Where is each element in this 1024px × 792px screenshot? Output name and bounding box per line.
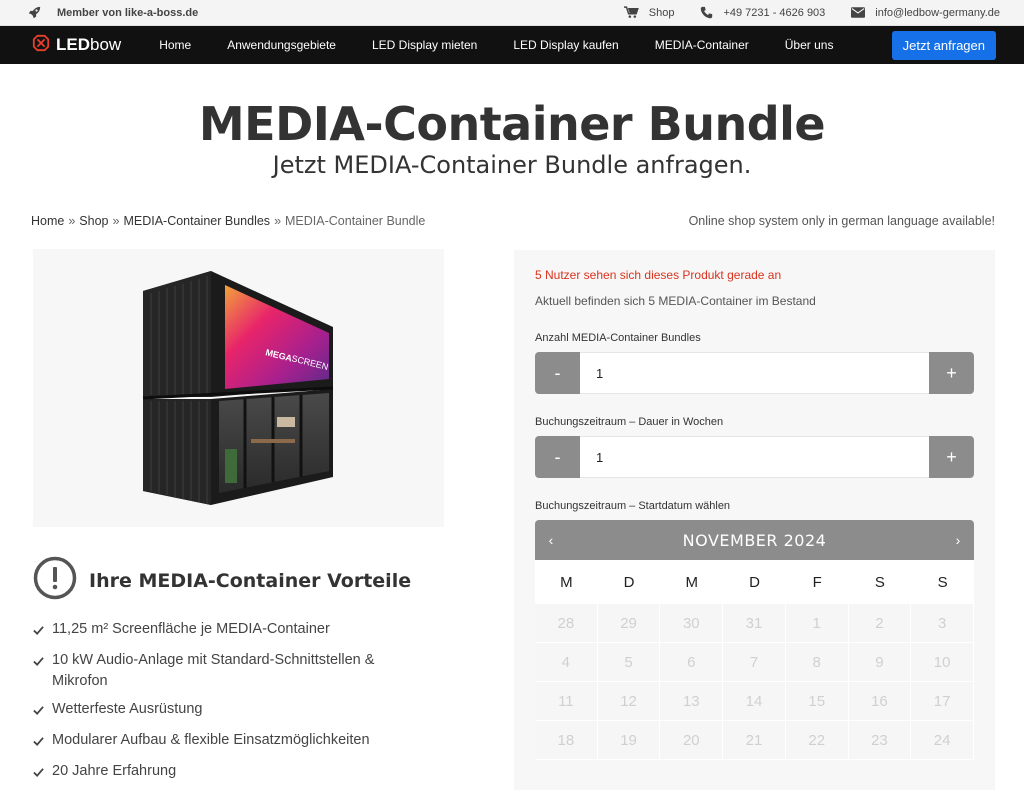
- check-icon: [33, 622, 44, 643]
- check-icon: [33, 764, 44, 785]
- calendar-day[interactable]: 15: [786, 682, 849, 721]
- screen-text-light: SCREEN: [290, 353, 330, 373]
- calendar-day[interactable]: 3: [911, 604, 974, 643]
- email-address: info@ledbow-germany.de: [875, 6, 1000, 19]
- nav-item-led-display-mieten[interactable]: LED Display mieten: [371, 38, 478, 52]
- next-month-button[interactable]: ›: [955, 532, 961, 548]
- benefits-section: [33, 556, 413, 792]
- benefit-text: Modularer Aufbau & flexible Einsatzmöglichkeiten: [52, 732, 370, 748]
- prev-month-button[interactable]: ‹: [548, 532, 554, 548]
- weeks-minus-button[interactable]: -: [535, 436, 580, 478]
- benefit-text: Wetterfeste Ausrüstung: [52, 701, 203, 717]
- weekday-header: D: [723, 560, 786, 604]
- exclamation-circle-icon: [33, 556, 77, 605]
- calendar-header: [535, 520, 974, 560]
- weekday-header: D: [598, 560, 661, 604]
- weekday-header: M: [660, 560, 723, 604]
- page-title: MEDIA-Container Bundle: [198, 97, 826, 151]
- calendar-day[interactable]: 24: [911, 721, 974, 760]
- main-nav: [0, 26, 1024, 64]
- calendar-day[interactable]: 20: [660, 721, 723, 760]
- nav-item-anwendungsgebiete[interactable]: Anwendungsgebiete: [227, 38, 336, 52]
- calendar-day[interactable]: 8: [786, 643, 849, 682]
- calendar-day[interactable]: 19: [598, 721, 661, 760]
- logo-text-bold: LED: [56, 35, 90, 54]
- nav-item-media-container[interactable]: MEDIA-Container: [654, 38, 749, 52]
- quantity-input[interactable]: 1: [580, 352, 929, 394]
- breadcrumb-separator: »: [274, 214, 282, 228]
- calendar-day[interactable]: 4: [535, 643, 598, 682]
- calendar-day[interactable]: 13: [660, 682, 723, 721]
- envelope-icon: [851, 7, 865, 18]
- benefits-title: Ihre MEDIA-Container Vorteile: [89, 569, 412, 592]
- top-bar-left: [28, 6, 198, 19]
- calendar-day[interactable]: 1: [786, 604, 849, 643]
- calendar-day[interactable]: 30: [660, 604, 723, 643]
- calendar-day[interactable]: 17: [911, 682, 974, 721]
- start-date-label: Buchungszeitraum – Startdatum wählen: [535, 500, 731, 512]
- calendar-day[interactable]: 5: [598, 643, 661, 682]
- led-logo-icon: [32, 34, 50, 57]
- benefit-text: 20 Jahre Erfahrung: [52, 763, 177, 779]
- shop-link-label: Shop: [648, 6, 675, 19]
- calendar-day[interactable]: 6: [660, 643, 723, 682]
- top-bar: [0, 0, 1024, 26]
- email-link[interactable]: [851, 7, 1000, 19]
- nav-item-ueber-uns[interactable]: Über uns: [784, 38, 834, 52]
- breadcrumb: [31, 214, 425, 228]
- calendar-day[interactable]: 14: [723, 682, 786, 721]
- calendar-day[interactable]: 18: [535, 721, 598, 760]
- calendar-day[interactable]: 22: [786, 721, 849, 760]
- shop-link[interactable]: [624, 6, 675, 19]
- breadcrumb-separator: »: [112, 214, 120, 228]
- calendar-day[interactable]: 21: [723, 721, 786, 760]
- weeks-input[interactable]: 1: [580, 436, 929, 478]
- calendar-day[interactable]: 28: [535, 604, 598, 643]
- weekday-header: M: [535, 560, 598, 604]
- benefit-text: 11,25 m² Screenfläche je MEDIA-Container: [52, 621, 330, 637]
- quantity-stepper: [535, 352, 974, 394]
- stock-info: Aktuell befinden sich 5 MEDIA-Container im Bestand: [535, 294, 816, 308]
- weekday-header: F: [786, 560, 849, 604]
- benefit-item: [33, 730, 413, 754]
- page-subtitle: Jetzt MEDIA-Container Bundle anfragen.: [272, 151, 752, 179]
- benefits-list: [33, 619, 413, 785]
- logo[interactable]: [32, 34, 121, 57]
- calendar-grid: [535, 560, 974, 760]
- rocket-icon: [28, 6, 41, 19]
- hero: [0, 64, 1024, 180]
- calendar-day[interactable]: 29: [598, 604, 661, 643]
- breadcrumb-current: MEDIA-Container Bundle: [285, 214, 426, 228]
- quantity-label: Anzahl MEDIA-Container Bundles: [535, 332, 701, 344]
- nav-items: [141, 38, 851, 52]
- member-text[interactable]: Member von like-a-boss.de: [57, 6, 199, 19]
- breadcrumb-bundles[interactable]: MEDIA-Container Bundles: [123, 214, 271, 228]
- weekday-header: S: [911, 560, 974, 604]
- quantity-minus-button[interactable]: -: [535, 352, 580, 394]
- benefit-text: 10 kW Audio-Anlage mit Standard-Schnittstellen & Mikrofon: [52, 652, 375, 689]
- check-icon: [33, 733, 44, 754]
- language-notice: Online shop system only in german language available!: [688, 214, 995, 228]
- breadcrumb-home[interactable]: Home: [31, 214, 65, 228]
- nav-item-home[interactable]: Home: [159, 38, 192, 52]
- calendar-day[interactable]: 10: [911, 643, 974, 682]
- phone-icon: [700, 6, 713, 19]
- logo-text-light: bow: [90, 35, 122, 54]
- calendar-day[interactable]: 31: [723, 604, 786, 643]
- screen-text-bold: MEGA: [264, 347, 294, 364]
- benefit-item: [33, 650, 413, 692]
- calendar-day[interactable]: 11: [535, 682, 598, 721]
- calendar-day[interactable]: 2: [849, 604, 912, 643]
- weeks-label: Buchungszeitraum – Dauer in Wochen: [535, 416, 724, 428]
- date-picker: [535, 520, 974, 760]
- breadcrumb-shop[interactable]: Shop: [79, 214, 109, 228]
- request-now-button[interactable]: Jetzt anfragen: [892, 31, 996, 60]
- benefit-item: [33, 699, 413, 723]
- calendar-day[interactable]: 16: [849, 682, 912, 721]
- nav-item-led-display-kaufen[interactable]: LED Display kaufen: [513, 38, 619, 52]
- product-image[interactable]: [33, 249, 444, 527]
- calendar-day[interactable]: 12: [598, 682, 661, 721]
- viewers-alert: 5 Nutzer sehen sich dieses Produkt gerade an: [535, 268, 782, 282]
- booking-panel: [514, 250, 995, 790]
- breadcrumb-row: [31, 214, 995, 228]
- phone-link[interactable]: [700, 6, 825, 19]
- calendar-day[interactable]: 9: [849, 643, 912, 682]
- calendar-day[interactable]: 7: [723, 643, 786, 682]
- breadcrumb-separator: »: [68, 214, 76, 228]
- check-icon: [33, 702, 44, 723]
- quantity-plus-button[interactable]: +: [929, 352, 974, 394]
- weeks-stepper: [535, 436, 974, 478]
- cart-icon: [624, 6, 639, 19]
- weeks-plus-button[interactable]: +: [929, 436, 974, 478]
- weekday-header: S: [849, 560, 912, 604]
- calendar-day[interactable]: 23: [849, 721, 912, 760]
- calendar-month: NOVEMBER 2024: [682, 530, 827, 550]
- benefit-item: [33, 619, 413, 643]
- phone-number: +49 7231 - 4626 903: [723, 6, 826, 19]
- media-container-illustration: [33, 249, 444, 527]
- benefit-item: [33, 761, 413, 785]
- check-icon: [33, 653, 44, 674]
